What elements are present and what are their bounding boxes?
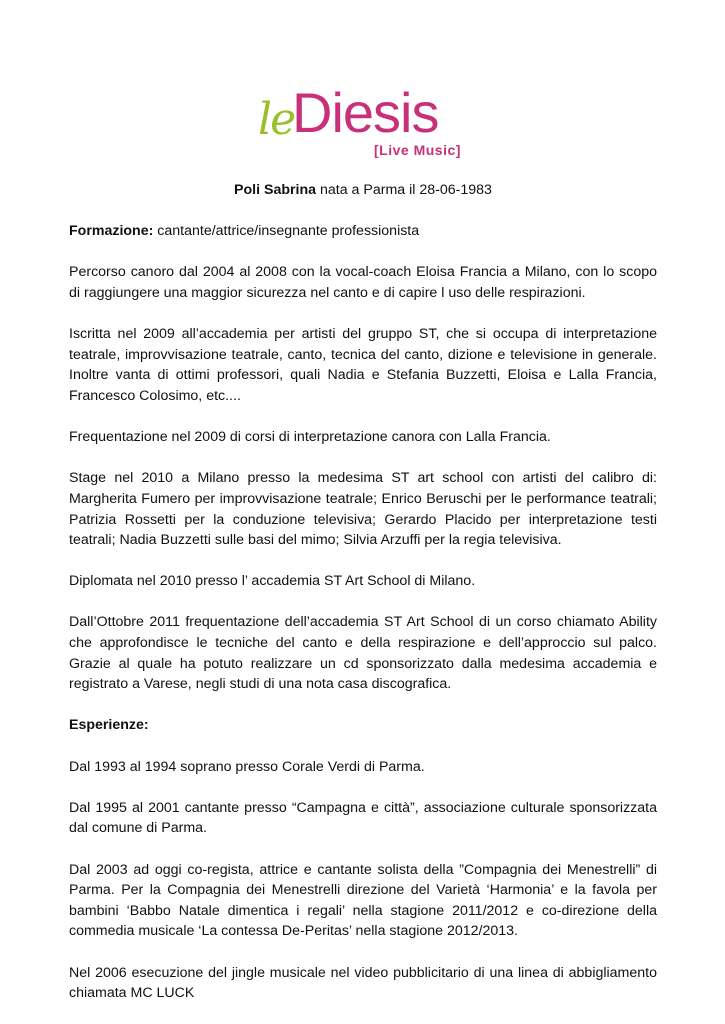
document-body xyxy=(69,180,657,1024)
esperienza-item: Dal 1993 al 1994 soprano presso Corale Verdi di Parma. xyxy=(69,758,425,775)
esperienze-label: Esperienze: xyxy=(69,717,149,734)
formazione-label: Formazione: xyxy=(69,223,154,240)
logo-tagline: [Live Music] xyxy=(374,142,461,158)
esperienza-item: Dal 2003 ad oggi co-regista, attrice e cantante solista della ”Compagnia dei Menestrelli” di Parma. Per la Compagnia dei Menestrelli direzione del Varietà ‘Harmonia’ e la favola per bambini ‘Babbo Natale dimentica i regali’ nella stagione 2011/2012 e co-direzione della commedia musicale ‘La contessa De-Peritas’ nella stagione 2012/2013. xyxy=(69,861,657,940)
formazione-line xyxy=(69,221,657,242)
person-name: Poli Sabrina xyxy=(234,182,317,198)
paragraph-ottobre: Dall’Ottobre 2011 frequentazione dell’accademia ST Art School di un corso chiamato Ability che approfondisce le tecniche del canto e della respirazione e dell’approccio sul palco. Grazie al quale ha potuto realizzare un cd sponsorizzato dalla medesima accademia e registrato a Varese, negli studi di una nota casa discografica. xyxy=(69,614,657,693)
esperienze-heading xyxy=(69,715,657,736)
paragraph-percorso: Percorso canoro dal 2004 al 2008 con la vocal-coach Eloisa Francia a Milano, con lo scopo di raggiungere una maggior sicurezza nel canto e di capire l uso delle respirazioni. xyxy=(69,264,657,301)
formazione-text: cantante/attrice/insegnante professionista xyxy=(157,223,420,240)
paragraph-diplomata: Diplomata nel 2010 presso l’ accademia ST Art School di Milano. xyxy=(69,573,476,590)
logo-le-text: le xyxy=(258,94,295,145)
logo-diesis-text: Diesis xyxy=(292,81,439,144)
paragraph-frequentazione: Frequentazione nel 2009 di corsi di interpretazione canora con Lalla Francia. xyxy=(69,429,551,446)
paragraph-stage: Stage nel 2010 a Milano presso la medesima ST art school con artisti del calibro di: Margherita Fumero per improvvisazione teatrale; Enrico Beruschi per le performance teatrali; Patrizia Rossetti per la conduzione televisiva; Gerardo Placido per interpretazione testi teatrali; Nadia Buzzetti sulle basi del mimo; Silvia Arzuffi per la regia televisiva. xyxy=(69,470,657,549)
header-line xyxy=(69,180,657,201)
esperienza-item: Nel 2006 esecuzione del jingle musicale nel video pubblicitario di una linea di abbigliamento chiamata MC LUCK xyxy=(69,964,657,1002)
esperienza-item: Dal 1995 al 2001 cantante presso “Campagna e città”, associazione culturale sponsorizzata dal comune di Parma. xyxy=(69,799,657,837)
le-diesis-logo xyxy=(258,81,478,164)
paragraph-iscritta: Iscritta nel 2009 all’accademia per artisti del gruppo ST, che si occupa di interpretazione teatrale, improvvisazione teatrale, canto, tecnica del canto, dizione e televisione in generale. Inoltre vanta di ottimi professori, quali Nadia e Stefania Buzzetti, Eloisa e Lalla Francia, Francesco Colosimo, etc.... xyxy=(69,326,657,404)
birth-info: nata a Parma il 28-06-1983 xyxy=(320,182,492,198)
